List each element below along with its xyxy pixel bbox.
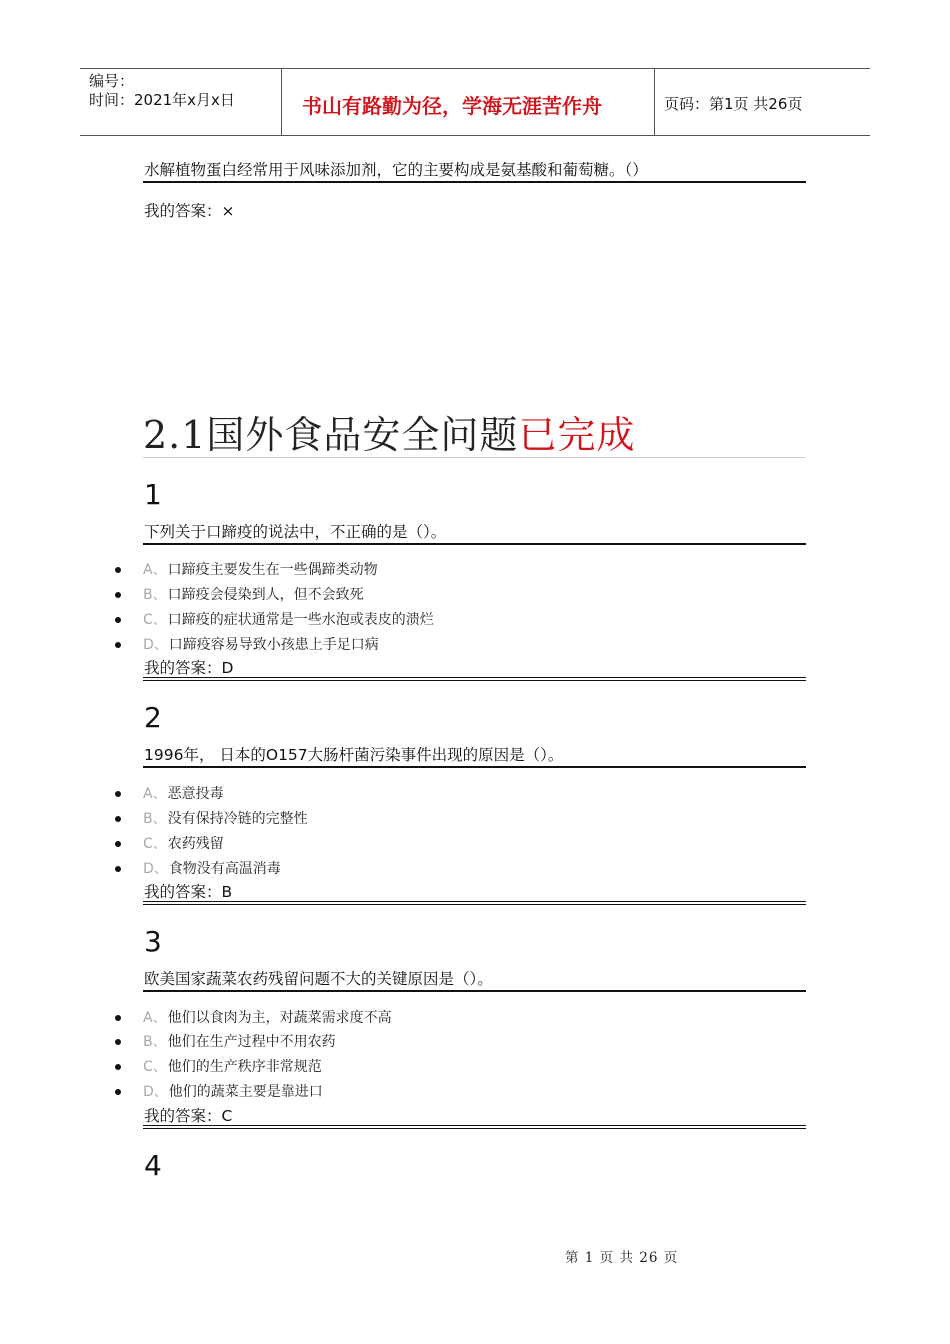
option-text: 口蹄疫的症状通常是一些水泡或表皮的溃烂 (167, 612, 434, 628)
option-a[interactable] (143, 560, 378, 580)
section-title: 2.1国外食品安全问题 (143, 413, 519, 457)
my-answer: 我的答案：B (144, 883, 233, 901)
question-number: 2 (144, 701, 162, 734)
header-bottom-rule (80, 135, 870, 136)
carryover-question: 水解植物蛋白经常用于风味添加剂，它的主要构成是氨基酸和葡萄糖。（） (144, 161, 648, 179)
option-letter: A、 (143, 1010, 167, 1026)
option-d[interactable] (143, 859, 281, 879)
option-text: 口蹄疫主要发生在一些偶蹄类动物 (167, 562, 378, 578)
option-text: 食物没有高温消毒 (168, 861, 281, 877)
carryover-underline (143, 181, 806, 183)
option-bullet (115, 866, 121, 872)
option-bullet (115, 1064, 121, 1070)
answer-double-rule (143, 901, 806, 905)
option-text: 口蹄疫容易导致小孩患上手足口病 (168, 637, 379, 653)
page-footer: 第 1 页 共 26 页 (565, 1250, 679, 1266)
option-d[interactable] (143, 635, 379, 655)
question-number: 3 (144, 925, 162, 958)
question-number: 1 (144, 478, 162, 511)
option-bullet (115, 816, 121, 822)
header-time-label: 时间：2021年x月x日 (89, 91, 235, 109)
option-bullet (115, 791, 121, 797)
option-text: 他们在生产过程中不用农药 (167, 1034, 336, 1050)
header-number-label: 编号： (89, 72, 135, 90)
header-divider-2 (654, 69, 655, 135)
header-page-code: 页码：第1页 共26页 (664, 95, 803, 113)
option-text: 农药残留 (167, 836, 224, 852)
option-text: 口蹄疫会侵染到人，但不会致死 (167, 587, 364, 603)
option-letter: D、 (143, 637, 168, 653)
option-letter: C、 (143, 836, 167, 852)
my-answer: 我的答案：D (144, 659, 234, 677)
section-status: 已完成 (518, 413, 636, 457)
option-b[interactable] (143, 809, 308, 829)
answer-double-rule (143, 1125, 806, 1129)
option-bullet (115, 841, 121, 847)
option-a[interactable] (143, 784, 224, 804)
question-underline (143, 766, 806, 768)
question-underline (143, 990, 806, 992)
option-text: 他们的生产秩序非常规范 (167, 1059, 322, 1075)
option-letter: C、 (143, 1059, 167, 1075)
option-bullet (115, 592, 121, 598)
option-letter: D、 (143, 1084, 168, 1100)
option-text: 他们的蔬菜主要是靠进口 (168, 1084, 323, 1100)
carryover-answer: 我的答案：× (144, 202, 235, 220)
header-divider-1 (281, 69, 282, 135)
my-answer: 我的答案：C (144, 1107, 233, 1125)
question-text: 欧美国家蔬菜农药残留问题不大的关键原因是（）。 (144, 970, 493, 988)
question-number: 4 (144, 1149, 162, 1182)
option-text: 他们以食肉为主，对蔬菜需求度不高 (167, 1010, 392, 1026)
section-rule (143, 457, 806, 458)
option-letter: D、 (143, 861, 168, 877)
option-bullet (115, 1015, 121, 1021)
question-underline (143, 543, 806, 545)
section-title-row (143, 412, 635, 458)
option-letter: A、 (143, 786, 167, 802)
option-c[interactable] (143, 1057, 322, 1077)
option-letter: C、 (143, 612, 167, 628)
option-d[interactable] (143, 1082, 323, 1102)
option-b[interactable] (143, 585, 364, 605)
option-bullet (115, 1089, 121, 1095)
option-letter: B、 (143, 1034, 167, 1050)
option-c[interactable] (143, 834, 224, 854)
option-c[interactable] (143, 610, 434, 630)
header-motto: 书山有路勤为径，学海无涯苦作舟 (302, 94, 602, 118)
option-letter: B、 (143, 587, 167, 603)
option-bullet (115, 617, 121, 623)
answer-double-rule (143, 677, 806, 681)
question-text: 下列关于口蹄疫的说法中，不正确的是（）。 (144, 523, 447, 541)
option-text: 没有保持冷链的完整性 (167, 811, 308, 827)
option-letter: A、 (143, 562, 167, 578)
option-bullet (115, 1039, 121, 1045)
option-letter: B、 (143, 811, 167, 827)
question-text: 1996年， 日本的O157大肠杆菌污染事件出现的原因是（）。 (144, 746, 564, 764)
option-b[interactable] (143, 1032, 336, 1052)
option-bullet (115, 642, 121, 648)
header-top-rule (80, 68, 870, 69)
option-bullet (115, 567, 121, 573)
option-text: 恶意投毒 (167, 786, 224, 802)
option-a[interactable] (143, 1008, 392, 1028)
